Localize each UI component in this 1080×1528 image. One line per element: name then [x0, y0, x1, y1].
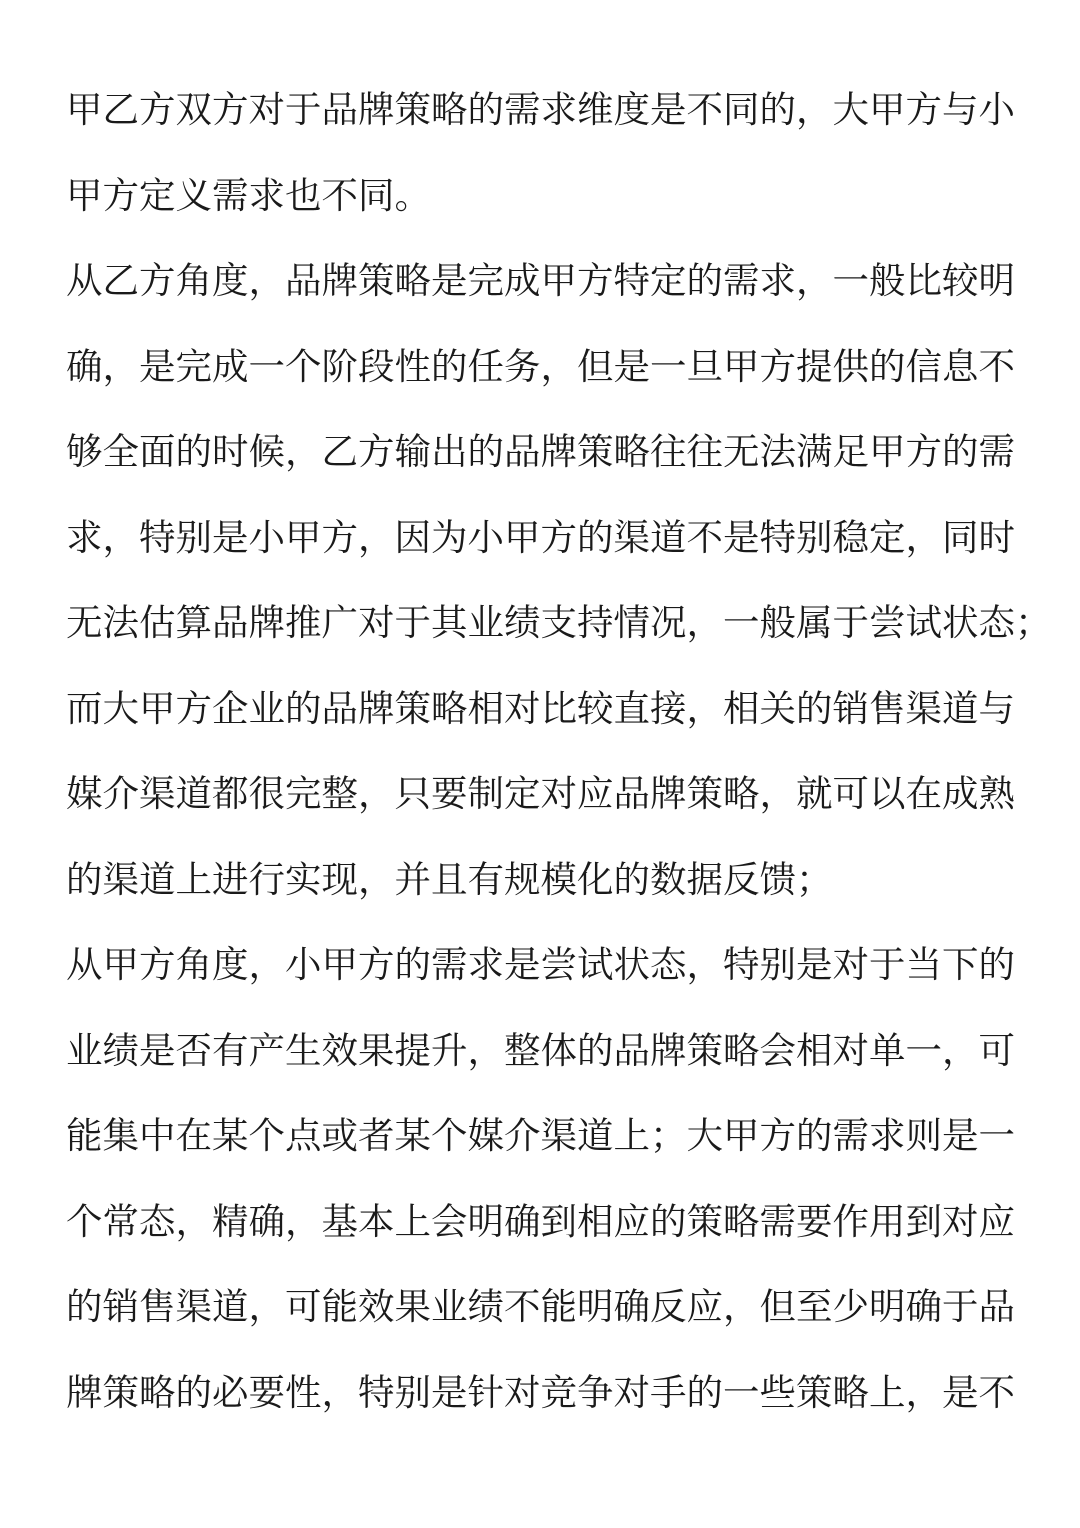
text-line: 从甲方角度，小甲方的需求是尝试状态，特别是对于当下的 — [66, 943, 1015, 986]
text-line: 而大甲方企业的品牌策略相对比较直接，相关的销售渠道与 — [66, 686, 1015, 730]
text-line: 从乙方角度，品牌策略是完成甲方特定的需求，一般比较明 — [66, 259, 1015, 302]
text-line: 能集中在某个点或者某个媒介渠道上；大甲方的需求则是一 — [66, 1114, 1015, 1157]
text-line: 媒介渠道都很完整，只要制定对应品牌策略，就可以在成熟 — [66, 772, 1015, 815]
paragraph-intro — [66, 67, 1016, 238]
text-line: 的销售渠道，可能效果业绩不能明确反应，但至少明确于品 — [66, 1285, 1015, 1328]
text-line: 够全面的时候，乙方输出的品牌策略往往无法满足甲方的需 — [66, 430, 1015, 473]
text-line: 个常态，精确，基本上会明确到相应的策略需要作用到对应 — [66, 1199, 1015, 1243]
text-line: 业绩是否有产生效果提升，整体的品牌策略会相对单一，可 — [66, 1028, 1015, 1072]
text-line: 的渠道上进行实现，并且有规模化的数据反馈； — [66, 857, 833, 901]
text-line: 确，是完成一个阶段性的任务，但是一旦甲方提供的信息不 — [66, 344, 1015, 388]
paragraph-party-a-perspective — [66, 922, 1016, 1435]
text-line: 无法估算品牌推广对于其业绩支持情况，一般属于尝试状态； — [66, 601, 1052, 644]
text-line: 甲乙方双方对于品牌策略的需求维度是不同的，大甲方与小 — [66, 88, 1015, 131]
text-line: 求，特别是小甲方，因为小甲方的渠道不是特别稳定，同时 — [66, 515, 1015, 559]
paragraph-party-b-perspective — [66, 238, 1052, 922]
text-line: 甲方定义需求也不同。 — [66, 173, 431, 217]
text-line: 牌策略的必要性，特别是针对竞争对手的一些策略上，是不 — [66, 1370, 1015, 1414]
